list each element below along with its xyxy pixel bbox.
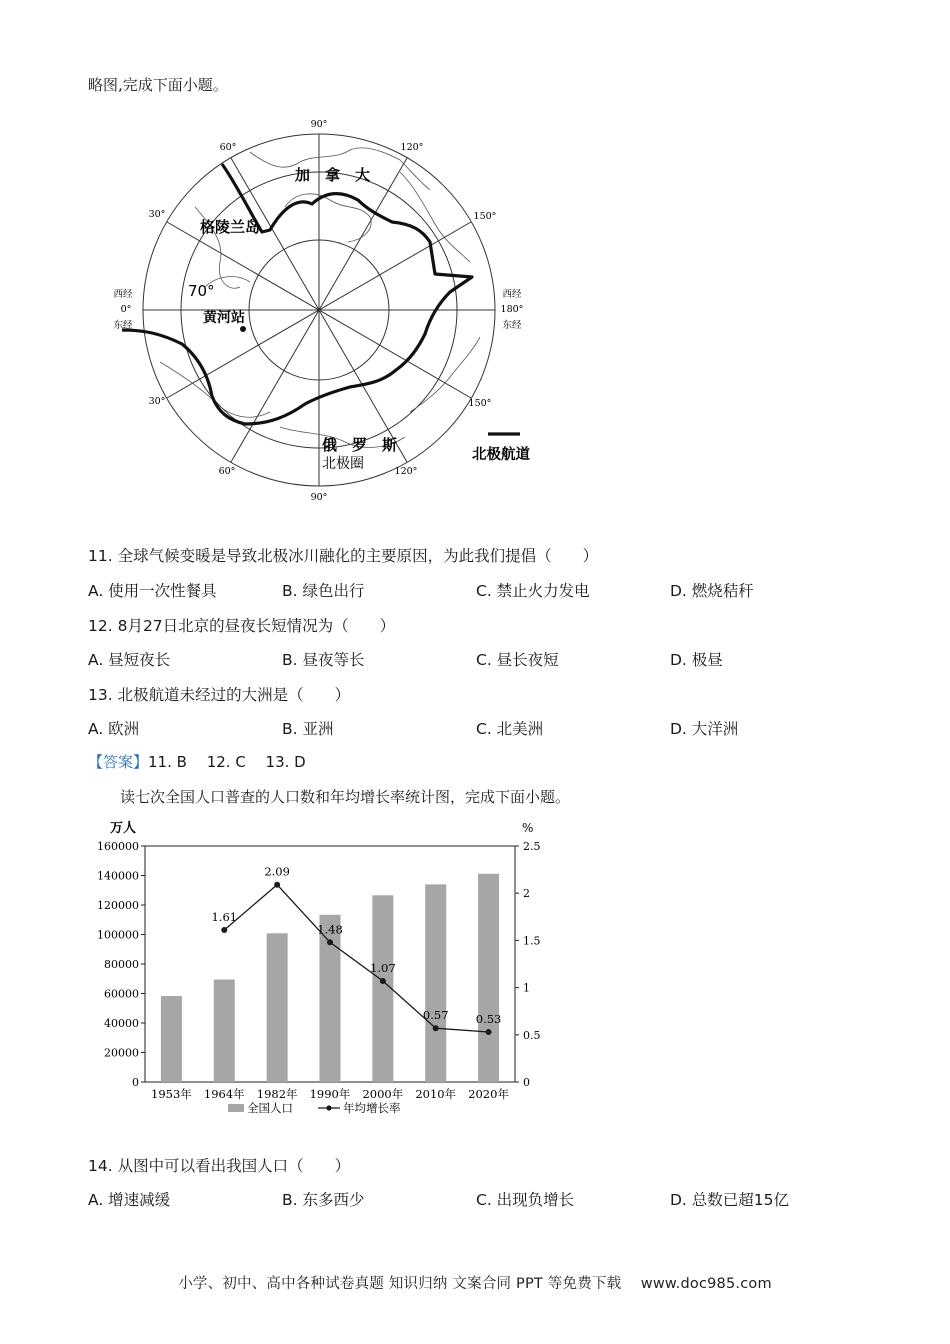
growth-rate-point [327, 939, 333, 945]
growth-rate-data-label: 1.48 [317, 922, 343, 937]
legend-line-label: 年均增长率 [343, 1101, 401, 1115]
zero-label: 0° [120, 304, 132, 315]
x-tick-label: 1964年 [203, 1087, 245, 1101]
growth-rate-point [380, 978, 386, 984]
lon-30-top-label: 30° [148, 209, 166, 220]
question-12-option-d: D. 极昼 [670, 651, 723, 669]
population-bar [267, 933, 288, 1082]
lat-70-label: 70° [188, 282, 215, 300]
population-bar [372, 895, 393, 1082]
question-14-option-b: B. 东多西少 [282, 1191, 365, 1209]
intro-text: 略图,完成下面小题。 [88, 76, 228, 94]
lon-60-bottom-label: 60° [218, 466, 236, 477]
answer-text: 11. B 12. C 13. D [148, 753, 306, 771]
y-left-tick-label: 40000 [104, 1017, 139, 1030]
question-14-option-c: C. 出现负增长 [476, 1191, 575, 1209]
growth-rate-data-label: 0.53 [475, 1011, 502, 1026]
question-14-option-d: D. 总数已超15亿 [670, 1191, 790, 1209]
question-13-option-c: C. 北美洲 [476, 720, 544, 738]
canada-label: 加 拿 大 [295, 166, 371, 184]
arctic-route-map [100, 112, 560, 504]
answer-line [88, 751, 306, 772]
x-tick-label: 2000年 [362, 1087, 404, 1101]
lon-120-top-label: 120° [400, 142, 424, 153]
russia-label: 俄 罗 斯 [322, 436, 398, 454]
y-right-tick-label: 2 [523, 887, 530, 901]
y-left-tick-label: 0 [132, 1076, 139, 1089]
y-left-axis-title: 万人 [110, 821, 137, 836]
lon-150-top-label: 150° [473, 211, 497, 222]
population-bar [478, 874, 499, 1082]
y-left-tick-label: 60000 [104, 987, 139, 1001]
x-tick-label: 2010年 [415, 1087, 457, 1101]
chart-intro-text: 读七次全国人口普查的人口数和年均增长率统计图，完成下面小题。 [120, 788, 571, 806]
lon-180-label: 180° [500, 304, 524, 315]
west-left-label: 西经 [113, 289, 133, 300]
east-left-label: 东经 [113, 320, 133, 331]
growth-rate-point [433, 1025, 439, 1031]
x-tick-label: 1982年 [256, 1087, 298, 1101]
lon-90-bottom-label: 90° [310, 492, 328, 503]
y-left-tick-label: 80000 [104, 958, 139, 971]
arctic-circle-label: 北极圈 [322, 456, 364, 472]
lon-120-bottom-label: 120° [394, 466, 418, 477]
question-14-option-a: A. 增速减缓 [88, 1191, 171, 1209]
question-12-option-a: A. 昼短夜长 [88, 651, 171, 669]
growth-rate-point [486, 1029, 492, 1035]
question-13-stem: 13. 北极航道未经过的大洲是（ ） [88, 686, 351, 704]
legend-bar-swatch [228, 1104, 244, 1112]
growth-rate-data-label: 0.57 [422, 1008, 449, 1023]
question-11-option-b: B. 绿色出行 [282, 582, 365, 600]
population-bar [425, 884, 446, 1082]
y-right-axis-title: % [522, 821, 534, 835]
question-13-option-d: D. 大洋洲 [670, 720, 739, 738]
answer-tag: 【答案】 [88, 753, 149, 771]
y-left-tick-label: 100000 [97, 928, 139, 942]
station-label: 黄河站 [203, 310, 245, 326]
question-12-option-b: B. 昼夜等长 [282, 651, 365, 669]
greenland-label: 格陵兰岛 [200, 218, 261, 236]
page-footer: 小学、初中、高中各种试卷真题 知识归纳 文案合同 PPT 等免费下载 www.doc985.com [178, 1276, 772, 1292]
question-11-stem: 11. 全球气候变暖是导致北极冰川融化的主要原因，为此我们提倡（ ） [88, 547, 599, 565]
lon-60-top-label: 60° [219, 142, 237, 153]
y-right-tick-label: 2.5 [523, 840, 541, 853]
east-right-label: 东经 [502, 320, 522, 331]
question-13-option-b: B. 亚洲 [282, 720, 334, 738]
question-11-option-a: A. 使用一次性餐具 [88, 582, 217, 600]
growth-rate-point [221, 927, 227, 933]
question-14-stem: 14. 从图中可以看出我国人口（ ） [88, 1157, 351, 1175]
west-right-label: 西经 [502, 289, 522, 300]
growth-rate-line [224, 885, 488, 1032]
question-11-option-c: C. 禁止火力发电 [476, 582, 590, 600]
growth-rate-data-label: 2.09 [264, 864, 290, 879]
lon-90-top-label: 90° [310, 119, 328, 130]
y-left-tick-label: 140000 [97, 869, 139, 883]
growth-rate-point [274, 882, 280, 888]
station-marker [240, 326, 246, 332]
growth-rate-data-label: 1.07 [370, 960, 396, 975]
y-left-tick-label: 120000 [97, 899, 139, 912]
y-left-tick-label: 20000 [104, 1046, 139, 1060]
arctic-route-line [122, 164, 472, 424]
y-right-tick-label: 1.5 [523, 934, 541, 948]
y-right-tick-label: 0 [523, 1076, 530, 1089]
question-12-stem: 12. 8月27日北京的昼夜长短情况为（ ） [88, 617, 396, 635]
question-13-option-a: A. 欧洲 [88, 720, 140, 738]
y-right-tick-label: 0.5 [523, 1028, 541, 1042]
lon-150-bottom-label: 150° [468, 398, 492, 409]
question-12-option-c: C. 昼长夜短 [476, 651, 559, 669]
population-bar [161, 996, 182, 1082]
growth-rate-data-label: 1.61 [211, 910, 238, 925]
question-11-option-d: D. 燃烧秸秆 [670, 582, 754, 600]
y-left-tick-label: 160000 [97, 840, 139, 853]
y-right-tick-label: 1 [523, 981, 530, 995]
x-tick-label: 1953年 [151, 1087, 192, 1101]
population-chart [88, 812, 568, 1130]
legend-route-label: 北极航道 [472, 447, 530, 463]
legend-bar-label: 全国人口 [247, 1101, 293, 1115]
population-bar [214, 980, 235, 1082]
lon-30-bottom-label: 30° [148, 396, 166, 407]
x-tick-label: 2020年 [468, 1087, 509, 1101]
x-tick-label: 1990年 [309, 1087, 351, 1101]
